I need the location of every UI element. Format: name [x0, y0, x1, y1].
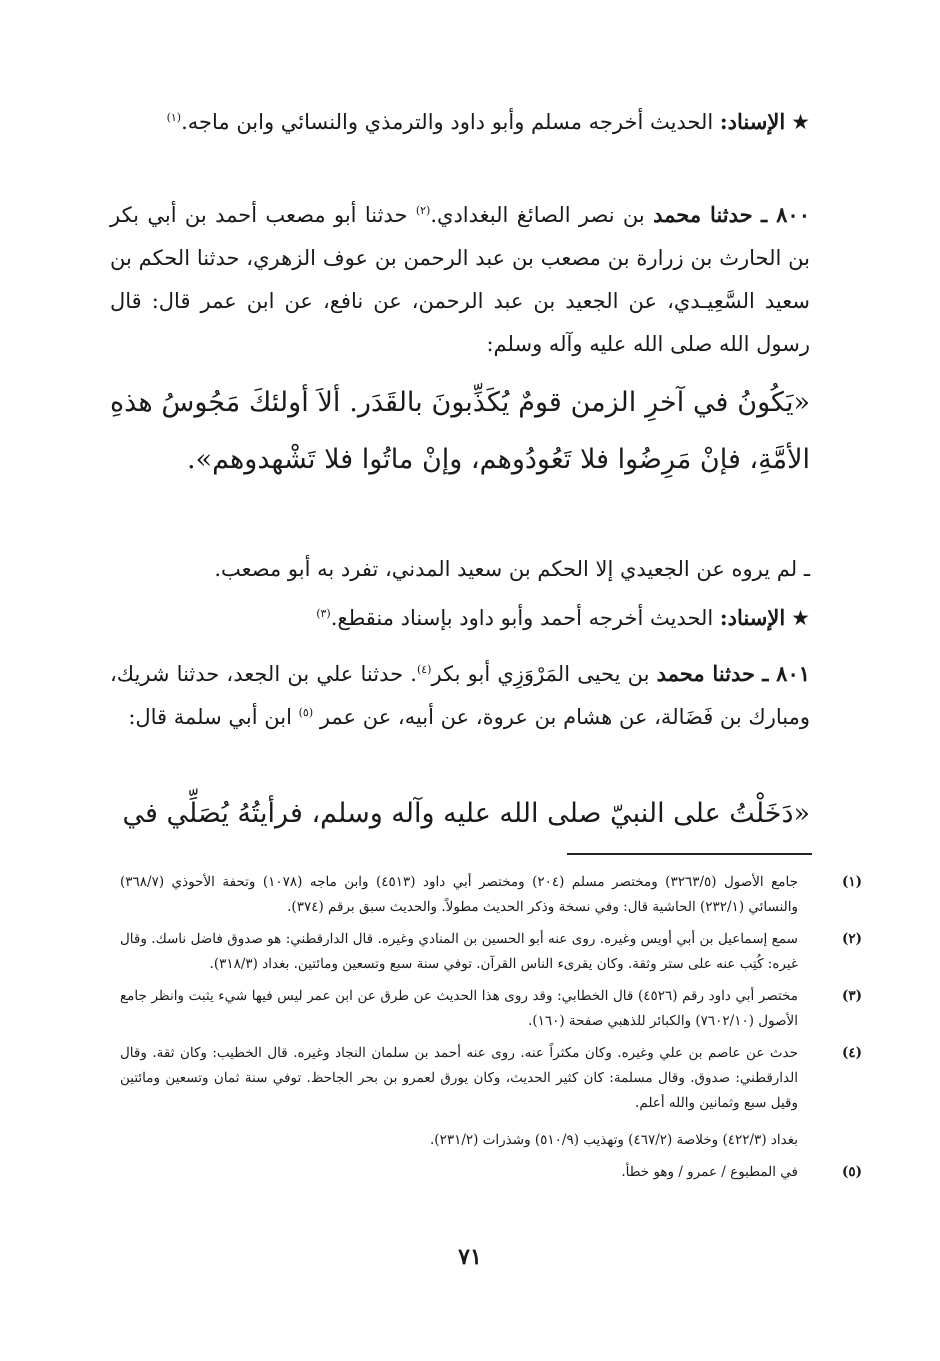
chain-part-1: بن نصر الصائغ البغدادي.: [430, 203, 645, 227]
footnote-number: (٣): [841, 988, 862, 1004]
footnote-ref-2: (٢): [415, 204, 431, 217]
chain-part-1: بن يحيى المَرْوَزِي أبو بكر: [431, 662, 650, 686]
footnote-text: مختصر أبي داود رقم (٤٥٢٦) قال الخطابي: وقد روى هذا الحديث عن طرق عن ابن عمر ليس فيها شيء يثبت وانظر جامع الأصول (٧٦٠٢/١٠) والكبائر للذهبي صفحة (١٦٠).: [120, 988, 798, 1029]
hadith-801-matn: [110, 785, 810, 842]
footnote-separator: [567, 853, 812, 855]
footnote-ref-3: (٣): [316, 607, 331, 620]
hadith-800-matn: [110, 374, 810, 488]
isnad-body: الحديث أخرجه مسلم وأبو داود والترمذي والنسائي وابن ماجه.: [181, 110, 714, 134]
footnote-text: حدث عن عاصم بن علي وغيره. وكان مكثراً عنه. روى عنه أحمد بن سلمان النجاد وغيره. قال الخطيب: وكان ثقة. وقال الدارقطني: صدوق. وقال مسلمة: كان كثير الحديث، وكان يورق لعمرو بن بحر الجاحظ. توفي سنة ثمان وتسعين ومائتين وقيل سبع وثمانين والله أعلم.: [120, 1045, 798, 1111]
footnote-text: جامع الأصول (٣٢٦٣/٥) ومختصر مسلم (٢٠٤) ومختصر أبي داود (٤٥١٣) وابن ماجه (١٠٧٨) وتحفة الأحوذي (٣٦٨/٧) والنسائي (٢٣٢/١) الحاشية قال: وفي نسخة وذكر الحديث مطولاً. والحديث سبق برقم (٣٧٤).: [120, 874, 799, 915]
hadith-number: ٨٠٠ ـ: [761, 202, 810, 227]
isnad-text: [110, 596, 810, 640]
hadith-number: ٨٠١ ـ: [762, 661, 811, 686]
footnote-ref-1: (١): [166, 111, 182, 124]
hadith-800-text: [110, 193, 810, 366]
footnote-ref-5: (٥): [298, 706, 314, 719]
isnad-body: الحديث أخرجه أحمد وأبو داود بإسناد منقطع.: [330, 606, 714, 630]
chain-part-2: حدثنا أبو مصعب أحمد بن أبي بكر بن الحارث بن زرارة بن مصعب بن عبد الرحمن بن عوف الزهري، حدثنا الحكم بن سعيد السَّعِيـدي، عن الجعيد بن عبد الرحمن، عن نافع، عن ابن عمر قال: قال رسول الله صلى الله عليه وآله وسلم:: [110, 203, 810, 356]
hadith-text: «يَكُونُ في آخرِ الزمن قومٌ يُكَذِّبونَ بالقَدَر. ألاَ أولئكَ مَجُوسُ هذهِ الأمَّةِ، فإنْ مَرِضُوا فلا تَعُودُوهم، وإنْ ماتُوا فلا تَشْهدوهم».: [110, 387, 810, 475]
isnad-label: الإسناد:: [719, 109, 786, 134]
hadith-lead: حدثنا محمد: [653, 202, 753, 227]
footnote-number: (٤): [841, 1045, 862, 1061]
star-icon: ★: [791, 606, 810, 630]
hadith-800-chain: [110, 193, 810, 366]
star-icon: ★: [791, 110, 810, 134]
footnote-number: (٥): [841, 1164, 862, 1180]
page-number: ٧١: [458, 1244, 482, 1270]
hadith-801-chain: [110, 652, 810, 739]
hadith-800-isnad: [110, 596, 810, 640]
isnad-label: الإسناد:: [719, 605, 786, 630]
hadith-lead: حدثنا محمد: [656, 661, 756, 686]
footnote-text: في المطبوع / عمرو / وهو خطأ.: [621, 1164, 798, 1180]
hadith-text: «دَخَلْتُ على النبيّ صلى الله عليه وآله وسلم، فرأيتُهُ يُصَلِّي في: [122, 798, 810, 829]
footnote-4: [120, 1041, 870, 1153]
hadith-801-text: [110, 652, 810, 739]
footnote-1: [120, 870, 870, 920]
footnote-2: [120, 927, 870, 977]
isnad-text: [110, 100, 810, 144]
footnote-number: (٢): [841, 931, 862, 947]
isnad-paragraph-1: [110, 100, 810, 144]
narration-note: ـ لم يروه عن الجعيدي إلا الحكم بن سعيد المدني، تفرد به أبو مصعب.: [214, 557, 810, 581]
footnote-text: سمع إسماعيل بن أبي أويس وغيره. روى عنه أبو الحسين بن المنادي وغيره. قال الدارقطني: هو صدوق فاضل ناسك. وقال غيره: كُتِب عنه على ستر وثقة. وكان يقرىء الناس القرآن. توفي سنة سبع وتسعين ومائتين. بغداد (٣١٨/٣).: [120, 931, 798, 972]
footnote-number: (١): [841, 874, 862, 890]
chain-part-3: ابن أبي سلمة قال:: [128, 705, 292, 729]
chain-part-2: . حدثنا علي بن الجعد، حدثنا شريك، ومبارك بن فَضَالة، عن هشام بن عروة، عن أبيه، عن عمر: [110, 662, 810, 729]
footnotes: [120, 870, 870, 1192]
footnote-5: [120, 1160, 870, 1185]
footnote-ref-4: (٤): [416, 663, 432, 676]
hadith-800-note: [110, 548, 810, 591]
footnote-continuation: بغداد (٤٢٢/٣) وخلاصة (٤٦٧/٢) وتهذيب (٥١٠/٩) وشذرات (٢٣١/٢).: [430, 1132, 798, 1148]
footnote-3: [120, 984, 870, 1034]
